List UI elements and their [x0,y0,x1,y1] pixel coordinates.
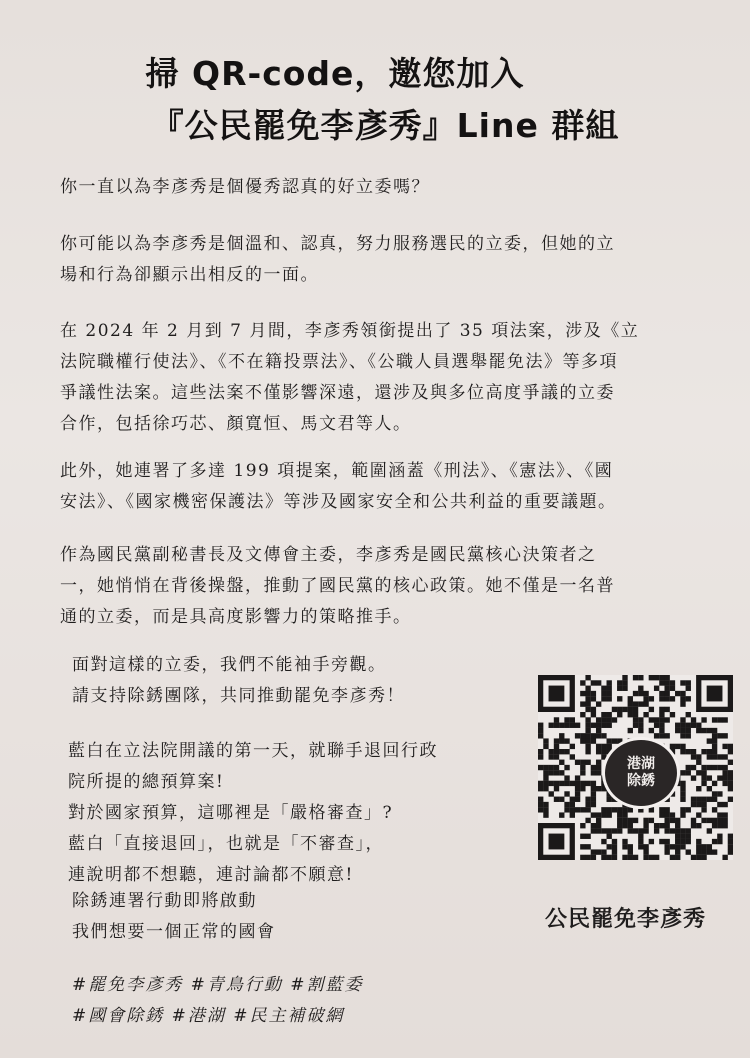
qr-logo-text: 除銹 [627,773,655,789]
text-line: 藍白「直接退回」，也就是「不審查」， [68,834,384,854]
paragraph-intro [60,229,715,291]
signature: 公民罷免李彥秀 [545,907,707,932]
paragraph-question [60,172,715,203]
paragraph-cosign [60,456,715,518]
text-line: 你一直以為李彥秀是個優秀認真的好立委嗎？ [60,177,430,197]
text-line: 場和行為卻顯示出相反的一面。 [60,265,319,285]
text-line: 在 2024 年 2 月到 7 月間，李彥秀領銜提出了 35 項法案，涉及《立 [60,321,640,341]
text-line: 藍白在立法院開議的第一天，就聯手退回行政 [68,741,438,761]
text-line: 連說明都不想聽，連討論都不願意! [68,865,354,885]
text-line: 面對這樣的立委，我們不能袖手旁觀。 [72,655,387,675]
hashtags-block [72,970,727,1032]
text-line: 通的立委，而是具高度影響力的策略推手。 [60,607,412,627]
hashtag-line: #國會除銹 #港湖 #民主補破網 [72,1006,345,1026]
text-line: 對於國家預算，這哪裡是「嚴格審查」? [68,803,394,823]
qr-logo-text: 港湖 [627,756,655,772]
heading-line-2: 『公民罷免李彥秀』Line 群組 [150,106,620,145]
paragraph-bills [60,316,715,440]
text-line: 院所提的總預算案! [68,772,225,792]
text-line: 我們想要一個正常的國會 [72,922,276,942]
text-line: 一，她悄悄在背後操盤，推動了國民黨的核心政策。她不僅是一名普 [60,576,615,596]
text-line: 請支持除銹團隊，共同推動罷免李彥秀！ [72,686,405,706]
paragraph-role [60,540,715,633]
text-line: 安法》、《國家機密保護法》等涉及國家安全和公共利益的重要議題。 [60,492,617,512]
text-line: 你可能以為李彥秀是個溫和、認真，努力服務選民的立委，但她的立 [60,234,615,254]
text-line: 爭議性法案。這些法案不僅影響深遠，還涉及與多位高度爭議的立委 [60,383,615,403]
qr-logo-badge [602,737,680,809]
heading-line-1: 掃 QR-code，邀您加入 [145,54,525,93]
text-line: 合作，包括徐巧芯、顏寬恒、馬文君等人。 [60,414,412,434]
text-line: 此外，她連署了多達 199 項提案，範圍涵蓋《刑法》、《憲法》、《國 [60,461,614,481]
hashtag-line: #罷免李彥秀 #青鳥行動 #割藍委 [72,975,364,995]
text-line: 法院職權行使法》、《不在籍投票法》、《公職人員選舉罷免法》等多項 [60,352,618,372]
text-line: 除銹連署行動即將啟動 [72,891,257,911]
text-line: 作為國民黨副秘書長及文傳會主委，李彥秀是國民黨核心決策者之 [60,545,597,565]
